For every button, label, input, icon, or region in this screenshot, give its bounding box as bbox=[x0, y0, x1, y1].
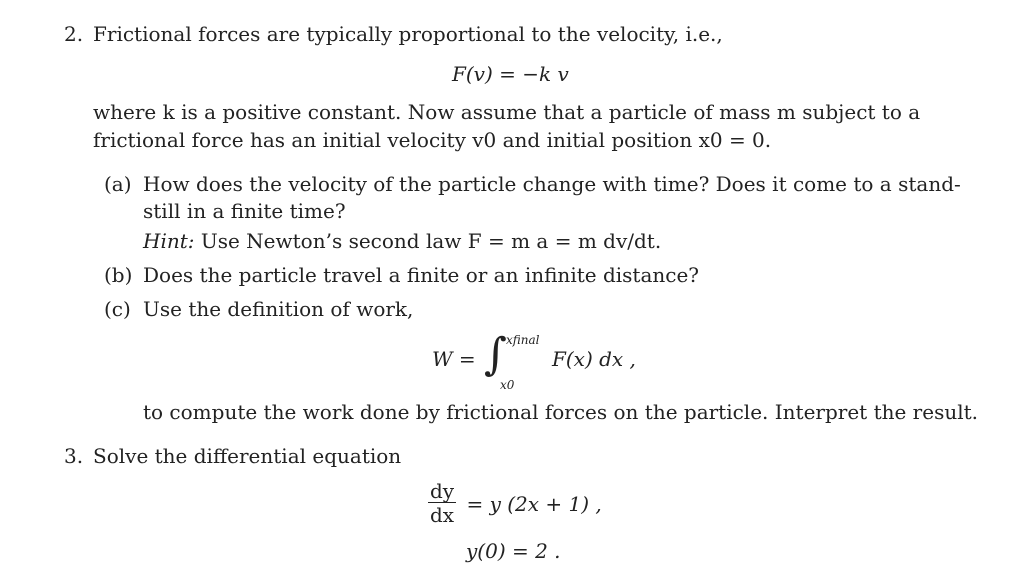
problem-3-number: 3. bbox=[64, 444, 84, 468]
integral-upper-limit: xfinal bbox=[506, 333, 540, 347]
hint-text: Use Newton’s second law F = m a = m dv/dt. bbox=[200, 229, 662, 253]
equation-rhs: = y (2x + 1) , bbox=[466, 491, 602, 516]
problem-2-intro: Frictional forces are typically proportional to the velocity, i.e., bbox=[93, 22, 723, 46]
problem-3-intro: Solve the differential equation bbox=[93, 444, 402, 468]
part-a-label: (a) bbox=[104, 172, 132, 196]
fraction-denominator: dx bbox=[430, 503, 455, 527]
part-a-question-line-1: How does the velocity of the particle change with time? Does it come to a stand- bbox=[143, 172, 961, 196]
problem-2-number: 2. bbox=[64, 22, 84, 46]
part-c-question: Use the definition of work, bbox=[143, 297, 414, 321]
part-a-hint bbox=[143, 229, 661, 253]
hint-label: Hint: bbox=[143, 229, 195, 253]
problem-2-text-line-1: where k is a positive constant. Now assume that a particle of mass m subject to a bbox=[93, 100, 921, 124]
initial-condition: y(0) = 2 . bbox=[466, 539, 561, 563]
work-lhs: W = bbox=[432, 347, 476, 371]
integral-sign: ∫ bbox=[484, 329, 507, 380]
integral-lower-limit: x0 bbox=[500, 378, 515, 392]
fraction-numerator: dy bbox=[430, 479, 455, 503]
part-a-question-line-2: still in a finite time? bbox=[143, 199, 346, 223]
problem-2-text-line-2: frictional force has an initial velocity v0 and initial position x0 = 0. bbox=[93, 128, 772, 152]
part-b-question: Does the particle travel a finite or an infinite distance? bbox=[143, 263, 700, 287]
friction-equation: F(v) = −k v bbox=[452, 62, 569, 86]
part-c-continuation: to compute the work done by frictional forces on the particle. Interpret the result. bbox=[143, 400, 979, 424]
derivative-fraction bbox=[428, 480, 456, 527]
part-b-label: (b) bbox=[104, 263, 133, 287]
work-integrand: F(x) dx , bbox=[552, 347, 636, 371]
differential-equation bbox=[428, 480, 602, 527]
part-c-label: (c) bbox=[104, 297, 131, 321]
